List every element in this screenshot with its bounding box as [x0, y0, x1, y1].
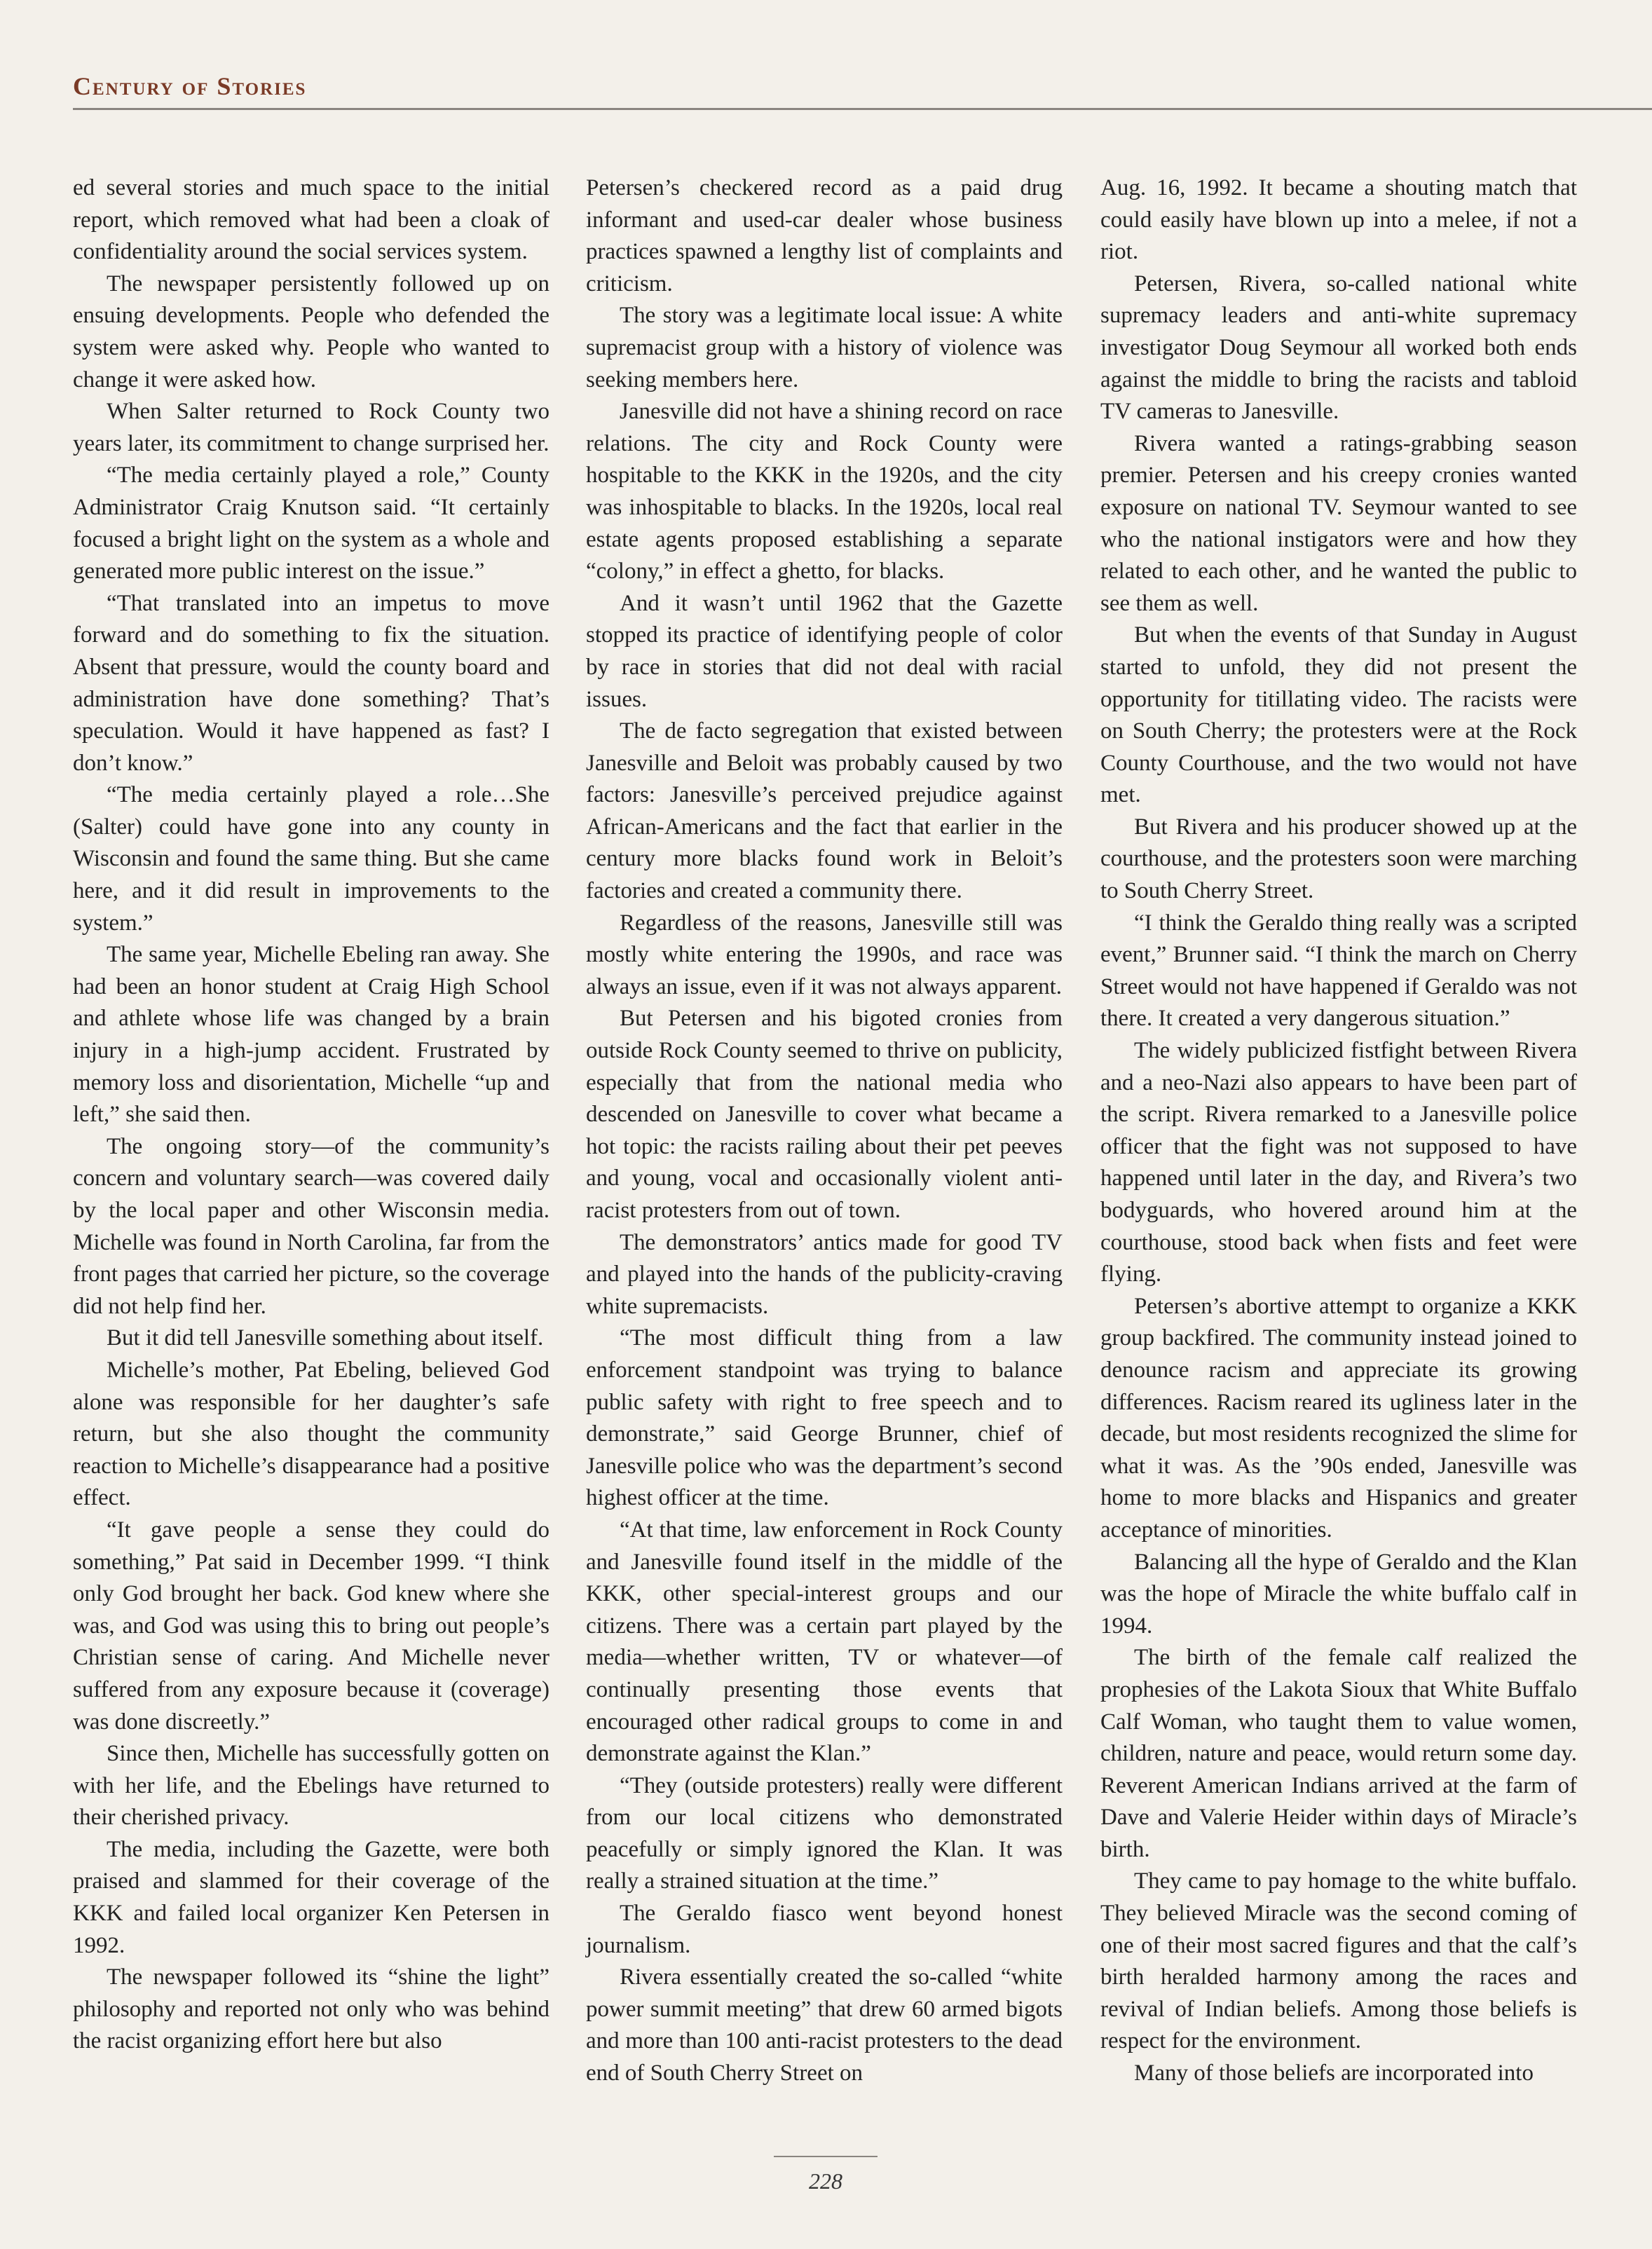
paragraph: ed several stories and much space to the initial report, which removed what had been a cloak of confidentiality around the social services system. — [73, 175, 549, 265]
paragraph: “The media certainly played a role,” County Administrator Craig Knutson said. “It certainly focused a bright light on the system as a whole and generated more public interest on the issue.” — [73, 463, 549, 585]
paragraph: The newspaper followed its “shine the light” philosophy and reported not only who was behind the racist organizing effort here but also — [73, 1964, 549, 2054]
paragraph: Regardless of the reasons, Janesville still was mostly white entering the 1990s, and race was always an issue, even if it was not always apparent. — [586, 910, 1063, 999]
text-column-2 — [586, 172, 1063, 2090]
paragraph: The widely publicized fistfight between Rivera and a neo-Nazi also appears to have been part of the script. Rivera remarked to a Janesville police officer that the fight was not supposed to have happened until later in the day, and Rivera’s two bodyguards, who hovered around him at the courthouse, stood back when fists and feet were flying. — [1100, 1038, 1577, 1287]
paragraph: The de facto segregation that existed between Janesville and Beloit was probably caused by two factors: Janesville’s perceived prejudice against African-Americans and the fact that earlier in the century more blacks found work in Beloit’s factories and created a community there. — [586, 718, 1063, 904]
paragraph: The ongoing story—of the community’s concern and voluntary search—was covered daily by the local paper and other Wisconsin media. Michelle was found in North Carolina, far from the front pages that carried her picture, so the coverage did not help find her. — [73, 1133, 549, 1319]
paragraph: The same year, Michelle Ebeling ran away. She had been an honor student at Craig High School and athlete whose life was changed by a brain injury in a high-jump accident. Frustrated by memory loss and disorientation, Michelle “up and left,” she said then. — [73, 942, 549, 1128]
paragraph: The newspaper persistently followed up on ensuing developments. People who defended the system were asked why. People who wanted to change it were asked how. — [73, 271, 549, 392]
paragraph: “That translated into an impetus to move forward and do something to fix the situation. Absent that pressure, would the county board and administration have done something? That’s speculation. Would it have happened as fast? I don’t know.” — [73, 590, 549, 776]
paragraph: Janesville did not have a shining record on race relations. The city and Rock County were hospitable to the KKK in the 1920s, and the city was inhospitable to blacks. In the 1920s, local real estate agents proposed establishing a separate “colony,” in effect a ghetto, for blacks. — [586, 399, 1063, 585]
paragraph: Since then, Michelle has successfully gotten on with her life, and the Ebelings have returned to their cherished privacy. — [73, 1741, 549, 1831]
paragraph: When Salter returned to Rock County two years later, its commitment to change surprised her. — [73, 399, 549, 456]
paragraph: But Rivera and his producer showed up at the courthouse, and the protesters soon were marching to South Cherry Street. — [1100, 814, 1577, 904]
paragraph: “At that time, law enforcement in Rock County and Janesville found itself in the middle of the KKK, other special-interest groups and our citizens. There was a certain part played by the media—whether written, TV or whatever—of continually presenting those events that encouraged other radical groups to come in and demonstrate against the Klan.” — [586, 1517, 1063, 1767]
paragraph: The media, including the Gazette, were both praised and slammed for their coverage of the KKK and failed local organizer Ken Petersen in 1992. — [73, 1836, 549, 1958]
paragraph: Petersen, Rivera, so-called national white supremacy leaders and anti-white supremacy investigator Doug Seymour all worked both ends against the middle to bring the racists and tabloid TV cameras to Janesville. — [1100, 271, 1577, 425]
paragraph: But when the events of that Sunday in August started to unfold, they did not present the opportunity for titillating video. The racists were on South Cherry; the protesters were at the Rock County Courthouse, and the two would not have met. — [1100, 622, 1577, 808]
paragraph: Rivera essentially created the so-called “white power summit meeting” that drew 60 armed bigots and more than 100 anti-racist protesters to the dead end of South Cherry Street on — [586, 1964, 1063, 2086]
paragraph: “They (outside protesters) really were different from our local citizens who demonstrated peacefully or simply ignored the Klan. It was really a strained situation at the time.” — [586, 1772, 1063, 1894]
paragraph: But it did tell Janesville something about itself. — [107, 1325, 544, 1351]
paragraph: “It gave people a sense they could do something,” Pat said in December 1999. “I think only God brought her back. God knew where she was, and God was using this to bring out people’s Christian sense of caring. And Michelle never suffered from any exposure because it (coverage) was done discreetly.” — [73, 1517, 549, 1735]
paragraph: Aug. 16, 1992. It became a shouting match that could easily have blown up into a melee, if not a riot. — [1100, 175, 1577, 265]
running-header: Century of Stories — [73, 72, 307, 100]
footer-rule — [774, 2156, 878, 2157]
paragraph: Petersen’s abortive attempt to organize a KKK group backfired. The community instead joined to denounce racism and appreciate its growing differences. Racism reared its ugliness later in the decade, but most residents recognized the slime for what it was. As the ’90s ended, Janesville was home to more blacks and Hispanics and greater acceptance of minorities. — [1100, 1293, 1577, 1543]
text-column-3 — [1100, 172, 1577, 2090]
paragraph: The birth of the female calf realized the prophesies of the Lakota Sioux that White Buffalo Calf Woman, who taught them to value women, children, nature and peace, would return some day. Reverent American Indians arrived at the farm of Dave and Valerie Heider within days of Miracle’s birth. — [1100, 1645, 1577, 1862]
paragraph: Balancing all the hype of Geraldo and the Klan was the hope of Miracle the white buffalo calf in 1994. — [1100, 1549, 1577, 1639]
paragraph: The story was a legitimate local issue: A white supremacist group with a history of violence was seeking members here. — [586, 303, 1063, 392]
paragraph: And it wasn’t until 1962 that the Gazette stopped its practice of identifying people of color by race in stories that did not deal with racial issues. — [586, 590, 1063, 712]
paragraph: They came to pay homage to the white buffalo. They believed Miracle was the second coming of one of their most sacred figures and that the calf’s birth heralded harmony among the races and revival of Indian beliefs. Among those beliefs is respect for the environment. — [1100, 1868, 1577, 2054]
text-column-1 — [73, 172, 549, 2058]
paragraph: The Geraldo fiasco went beyond honest journalism. — [586, 1901, 1063, 1958]
paragraph: “The media certainly played a role…She (Salter) could have gone into any county in Wisconsin and found the same thing. But she came here, and it did result in improvements to the system.” — [73, 782, 549, 936]
header-rule — [73, 108, 1652, 110]
paragraph: But Petersen and his bigoted cronies from outside Rock County seemed to thrive on publicity, especially that from the national media who descended on Janesville to cover what became a hot topic: the racists railing about their pet peeves and young, vocal and occasionally violent anti-racist protesters from out of town. — [586, 1006, 1063, 1223]
paragraph: Petersen’s checkered record as a paid drug informant and used-car dealer whose business practices spawned a lengthy list of complaints and criticism. — [586, 175, 1063, 296]
paragraph: “The most difficult thing from a law enforcement standpoint was trying to balance public safety with right to free speech and to demonstrate,” said George Brunner, chief of Janesville police who was the department’s second highest officer at the time. — [586, 1325, 1063, 1511]
paragraph: The demonstrators’ antics made for good TV and played into the hands of the publicity-craving white supremacists. — [586, 1229, 1063, 1319]
paragraph: Many of those beliefs are incorporated into — [1134, 2060, 1534, 2086]
paragraph: Rivera wanted a ratings-grabbing season premier. Petersen and his creepy cronies wanted exposure on national TV. Seymour wanted to see who the national instigators were and how they related to each other, and he wanted the public to see them as well. — [1100, 430, 1577, 616]
paragraph: “I think the Geraldo thing really was a scripted event,” Brunner said. “I think the march on Cherry Street would not have happened if Geraldo was not there. It created a very dangerous situation.” — [1100, 910, 1577, 1032]
page-number: 228 — [809, 2168, 842, 2194]
paragraph: Michelle’s mother, Pat Ebeling, believed God alone was responsible for her daughter’s safe return, but she also thought the community reaction to Michelle’s disappearance had a positive effect. — [73, 1357, 549, 1511]
